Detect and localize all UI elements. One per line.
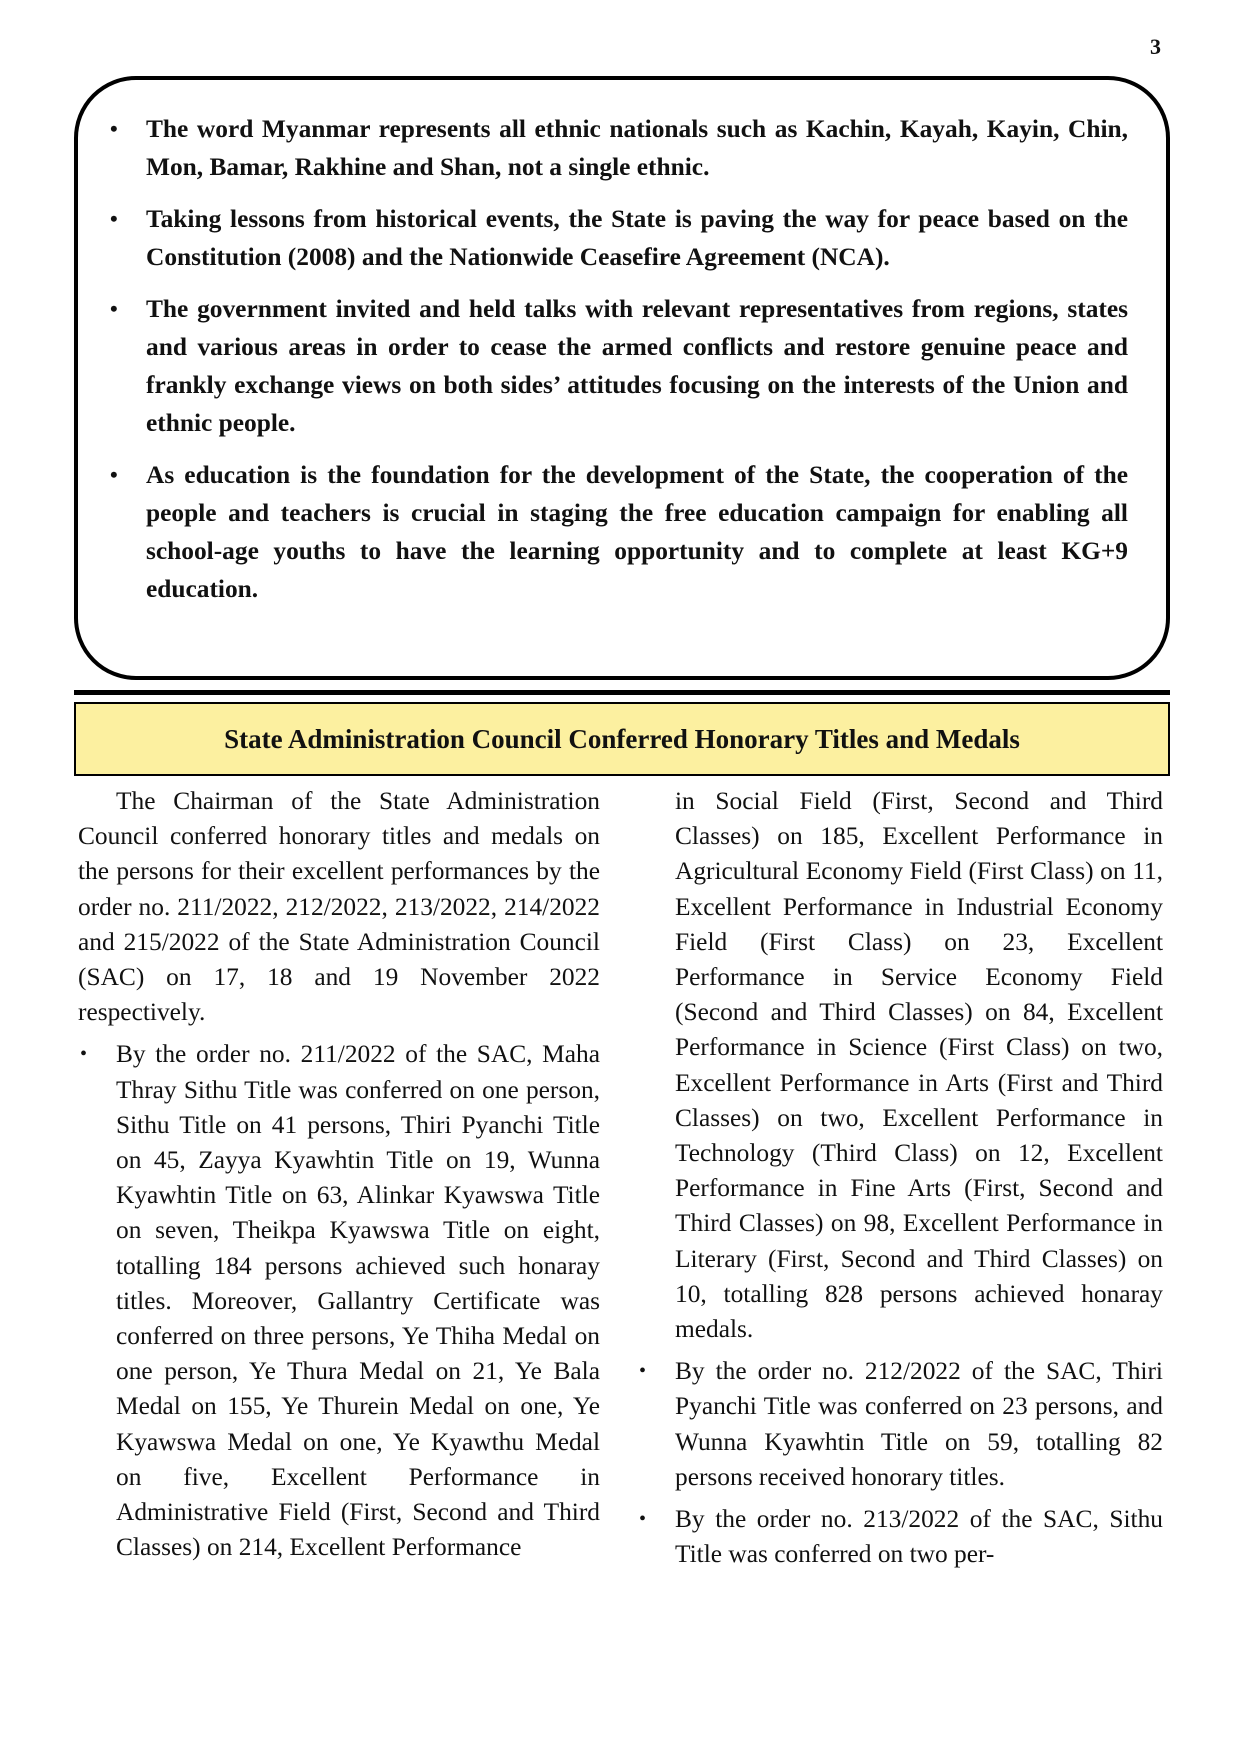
article-bullet-item: • By the order no. 211/2022 of the SAC, Maha Thray Sithu Title was conferred on one person, Sithu Title on 41 persons, Thiri Pyanchi Title on 45, Zayya Kyawhtin Title on 19, Wunna Kyawhtin Title on 63, Alinkar Kyawswa Title on seven, Theikpa Kyawswa Title on eight, totalling 184 persons achieved such honaray titles. Moreover, Gallantry Certificate was conferred on three persons, Ye Thiha Medal on one person, Ye Thura Medal on 21, Ye Bala Medal on 155, Ye Thurein Medal on one, Ye Kyawswa Medal on one, Ye Kyawthu Medal on five, Excellent Performance in Administrative Field (First, Second and Third Classes) on 214, Excellent Performance: [78, 1037, 600, 1565]
bullet-icon: •: [110, 462, 118, 487]
key-points-list: [104, 110, 1128, 608]
key-points-box: [74, 76, 1170, 680]
key-point-item: • The word Myanmar represents all ethnic nationals such as Kachin, Kayah, Kayin, Chin, Mon, Bamar, Rakhine and Shan, not a single ethnic.: [104, 110, 1128, 186]
key-point-item: • The government invited and held talks with relevant representatives from regions, states and various areas in order to cease the armed conflicts and restore genuine peace and frankly exchange views on both sides’ attitudes focusing on the interests of the Union and ethnic people.: [104, 290, 1128, 442]
bullet-icon: •: [639, 1360, 647, 1383]
article-column-left: [78, 784, 600, 1565]
section-title: State Administration Council Conferred Honorary Titles and Medals: [74, 702, 1170, 776]
article-bullet-item: • By the order no. 212/2022 of the SAC, Thiri Pyanchi Title was conferred on 23 persons, and Wunna Kyawhtin Title on 59, totalling 82 persons received honorary titles.: [637, 1354, 1163, 1495]
article-column-right: [639, 784, 1163, 1572]
section-divider: [74, 690, 1170, 695]
key-point-item: • As education is the foundation for the development of the State, the cooperation of the people and teachers is crucial in staging the free education campaign for enabling all school-age youths to have the learning opportunity and to complete at least KG+9 education.: [104, 456, 1128, 608]
article-bullet-continuation: in Social Field (First, Second and Third Classes) on 185, Excellent Performance in Agricultural Economy Field (First Class) on 11, Excellent Performance in Industrial Economy Field (First Class) on 23, Excellent Performance in Service Economy Field (Second and Third Classes) on 84, Excellent Performance in Science (First Class) on two, Excellent Performance in Arts (First and Third Classes) on two, Excellent Performance in Technology (Third Class) on 12, Excellent Performance in Fine Arts (First, Second and Third Classes) on 98, Excellent Performance in Literary (First, Second and Third Classes) on 10, totalling 828 persons achieved honaray medals.: [675, 787, 1163, 1344]
page-number: 3: [1150, 34, 1161, 59]
bullet-icon: •: [110, 206, 118, 231]
bullet-icon: •: [110, 296, 118, 321]
bullet-icon: •: [639, 1508, 647, 1531]
article-intro-paragraph: The Chairman of the State Administration Council conferred honorary titles and medals on the persons for their excellent performances by the order no. 211/2022, 212/2022, 213/2022, 214/2022 and 215/2022 of the State Administration Council (SAC) on 17, 18 and 19 November 2022 respectively.: [78, 787, 600, 1027]
article-bullet-item: • By the order no. 213/2022 of the SAC, Sithu Title was conferred on two per-: [637, 1502, 1163, 1572]
key-point-item: • Taking lessons from historical events, the State is paving the way for peace based on the Constitution (2008) and the Nationwide Ceasefire Agreement (NCA).: [104, 200, 1128, 276]
bullet-icon: •: [80, 1043, 88, 1066]
bullet-icon: •: [110, 116, 118, 141]
